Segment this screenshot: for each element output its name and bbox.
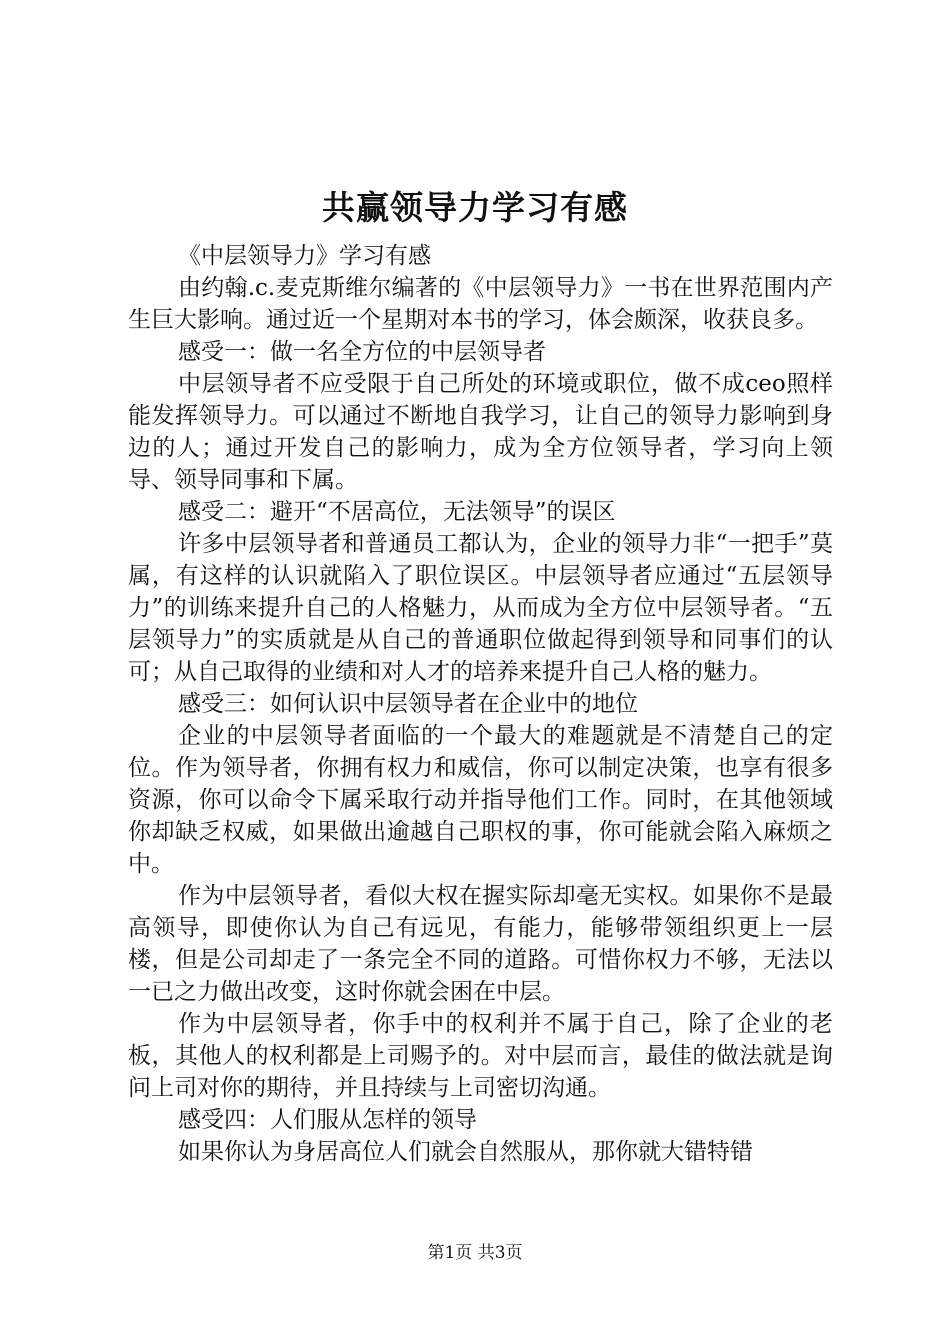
page-number-footer: 第1页 共3页 xyxy=(427,1243,523,1263)
section-heading: 感受三：如何认识中层领导者在企业中的地位 xyxy=(178,691,638,717)
section-heading: 感受四：人们服从怎样的领导 xyxy=(178,1107,477,1133)
document-body xyxy=(128,240,833,1168)
paragraph: 许多中层领导者和普通员工都认为，企业的领导力非“一把手”莫属，有这样的认识就陷入了职位误区。中层领导者应通过“五层领导力”的训练来提升自己的人格魅力，从而成为全方位中层领导者。“五层领导力”的实质就是从自己的普通职位做起得到领导和同事们的认可；从自己取得的业绩和对人才的培养来提升自己人格的魅力。 xyxy=(128,531,833,685)
paragraph: 《中层领导力》学习有感 xyxy=(178,243,431,269)
document-title: 共赢领导力学习有感 xyxy=(322,188,628,227)
section-heading: 感受二：避开“不居高位，无法领导”的误区 xyxy=(178,499,616,525)
paragraph: 由约翰.c.麦克斯维尔编著的《中层领导力》一书在世界范围内产生巨大影响。通过近一个星期对本书的学习，体会颇深，收获良多。 xyxy=(128,275,833,333)
section-heading: 感受一：做一名全方位的中层领导者 xyxy=(178,339,546,365)
paragraph: 作为中层领导者，你手中的权利并不属于自己，除了企业的老板，其他人的权利都是上司赐予的。对中层而言，最佳的做法就是询问上司对你的期待，并且持续与上司密切沟通。 xyxy=(128,1011,833,1101)
paragraph: 如果你认为身居高位人们就会自然服从，那你就大错特错 xyxy=(178,1139,753,1165)
paragraph: 中层领导者不应受限于自己所处的环境或职位，做不成ceo照样能发挥领导力。可以通过不断地自我学习，让自己的领导力影响到身边的人；通过开发自己的影响力，成为全方位领导者，学习向上领导、领导同事和下属。 xyxy=(128,371,833,493)
paragraph: 企业的中层领导者面临的一个最大的难题就是不清楚自己的定位。作为领导者，你拥有权力和威信，你可以制定决策，也享有很多资源，你可以命令下属采取行动并指导他们工作。同时，在其他领域你却缺乏权威，如果做出逾越自己职权的事，你可能就会陷入麻烦之中。 xyxy=(128,723,833,877)
paragraph: 作为中层领导者，看似大权在握实际却毫无实权。如果你不是最高领导，即使你认为自己有远见，有能力，能够带领组织更上一层楼，但是公司却走了一条完全不同的道路。可惜你权力不够，无法以一已之力做出改变，这时你就会困在中层。 xyxy=(128,883,833,1005)
